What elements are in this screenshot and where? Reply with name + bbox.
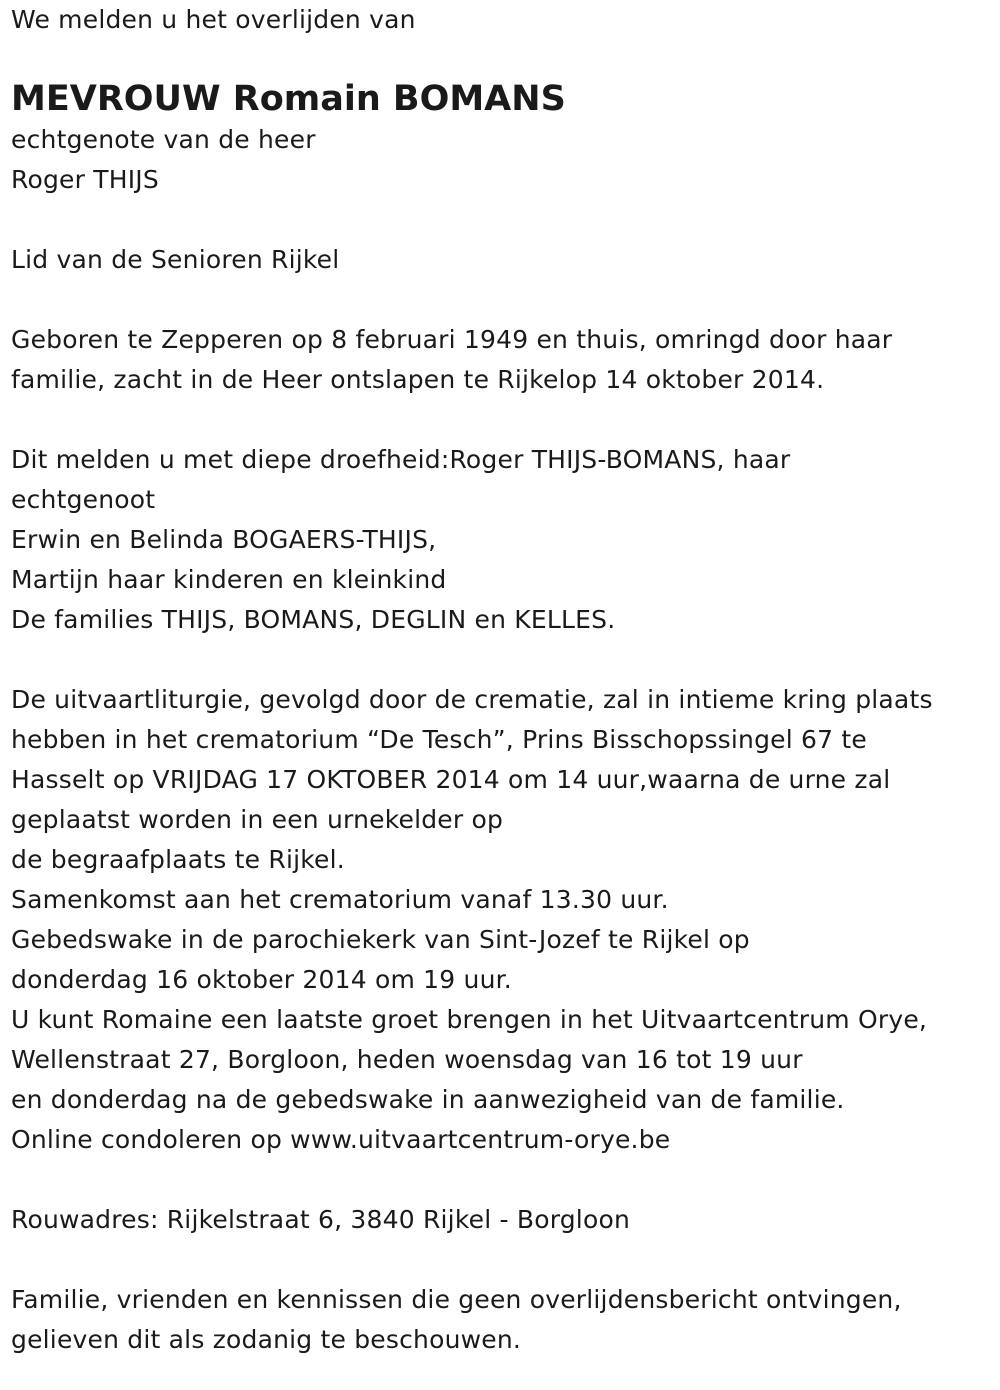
spacer <box>11 44 991 72</box>
funeral-line-5: de begraafplaats te Rijkel. <box>11 845 345 874</box>
membership-text: Lid van de Senioren Rijkel <box>11 245 340 274</box>
funeral-line-9: U kunt Romaine een laatste groet brengen in het Uitvaartcentrum Orye, <box>11 1005 928 1034</box>
closing-line-1: Familie, vrienden en kennissen die geen overlijdensbericht ontvingen, <box>11 1285 902 1314</box>
closing-line-2: gelieven dit als zodanig te beschouwen. <box>11 1325 522 1354</box>
spacer <box>11 640 991 680</box>
spacer <box>11 1160 991 1200</box>
spacer <box>11 200 991 240</box>
mourners-line-2: echtgenoot <box>11 485 156 514</box>
funeral-line-7: Gebedswake in de parochiekerk van Sint-Jozef te Rijkel op <box>11 925 750 954</box>
spouse-line-2: Roger THIJS <box>11 165 159 194</box>
deceased-name: MEVROUW Romain BOMANS <box>11 79 566 119</box>
birth-death-line-1: Geboren te Zepperen op 8 februari 1949 en thuis, omringd door haar <box>11 325 893 354</box>
spacer <box>11 280 991 320</box>
death-notice <box>11 0 991 1360</box>
mourners-line-3: Erwin en Belinda BOGAERS-THIJS, <box>11 525 437 554</box>
funeral-line-8: donderdag 16 oktober 2014 om 19 uur. <box>11 965 512 994</box>
intro-text: We melden u het overlijden van <box>11 5 416 34</box>
spacer <box>11 1240 991 1280</box>
spouse-line-1: echtgenote van de heer <box>11 125 316 154</box>
mourners-line-4: Martijn haar kinderen en kleinkind <box>11 565 447 594</box>
condolence-link-line: Online condoleren op www.uitvaartcentrum-orye.be <box>11 1125 671 1154</box>
funeral-line-1: De uitvaartliturgie, gevolgd door de crematie, zal in intieme kring plaats <box>11 685 933 714</box>
funeral-line-11: en donderdag na de gebedswake in aanwezigheid van de familie. <box>11 1085 845 1114</box>
spacer <box>11 400 991 440</box>
funeral-line-4: geplaatst worden in een urnekelder op <box>11 805 504 834</box>
funeral-line-3: Hasselt op VRIJDAG 17 OKTOBER 2014 om 14 uur,waarna de urne zal <box>11 765 891 794</box>
funeral-line-2: hebben in het crematorium “De Tesch”, Prins Bisschopssingel 67 te <box>11 725 867 754</box>
mourning-address: Rouwadres: Rijkelstraat 6, 3840 Rijkel - Borgloon <box>11 1205 630 1234</box>
funeral-line-10: Wellenstraat 27, Borgloon, heden woensdag van 16 tot 19 uur <box>11 1045 803 1074</box>
birth-death-line-2: familie, zacht in de Heer ontslapen te Rijkelop 14 oktober 2014. <box>11 365 825 394</box>
mourners-line-5: De families THIJS, BOMANS, DEGLIN en KELLES. <box>11 605 616 634</box>
mourners-line-1: Dit melden u met diepe droefheid:Roger THIJS-BOMANS, haar <box>11 445 791 474</box>
funeral-line-6: Samenkomst aan het crematorium vanaf 13.30 uur. <box>11 885 669 914</box>
